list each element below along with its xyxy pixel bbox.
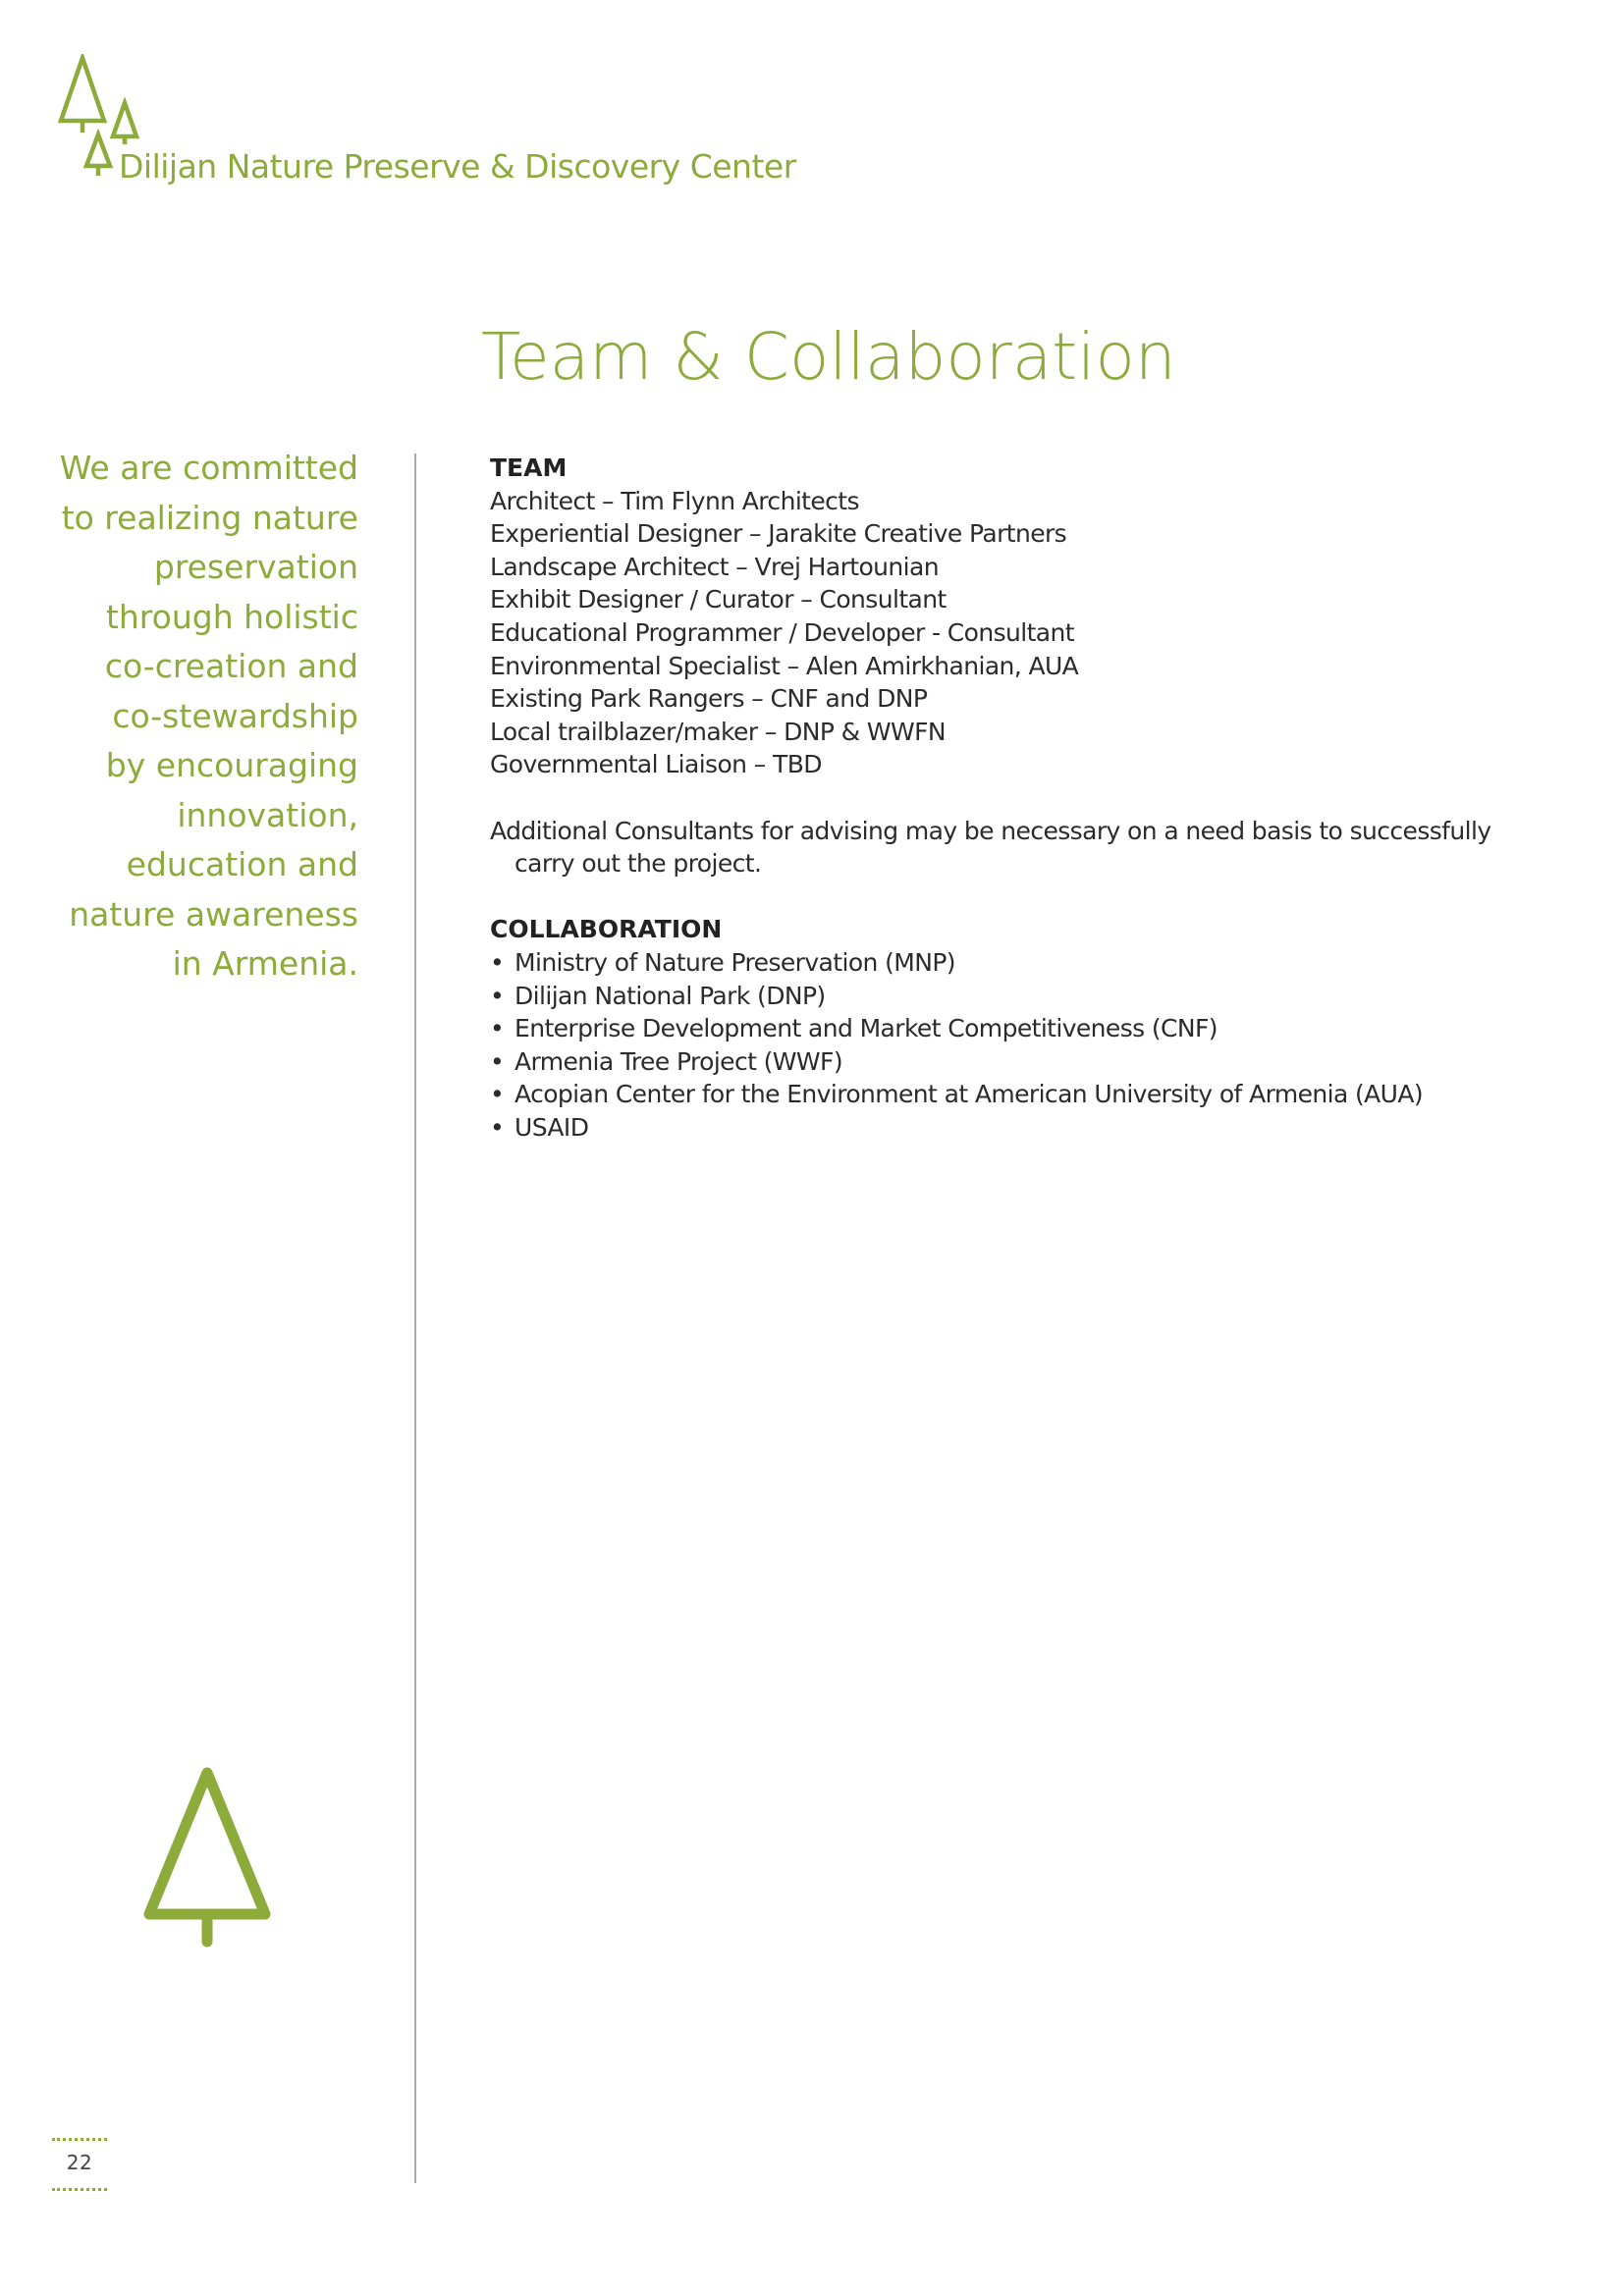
mission-line: co-stewardship — [112, 696, 358, 735]
list-item — [490, 1045, 1531, 1079]
list-item — [490, 1111, 1531, 1145]
team-member: Exhibit Designer / Curator – Consultant — [490, 585, 947, 614]
mission-line: by encouraging — [105, 746, 358, 784]
bullet-icon: • — [490, 981, 505, 1010]
mission-line: nature awareness — [69, 894, 358, 934]
list-item — [490, 980, 1531, 1013]
mission-line: We are committed — [59, 449, 358, 487]
mission-statement — [39, 444, 358, 989]
bullet-icon: • — [490, 1080, 505, 1109]
mission-line: preservation — [153, 548, 358, 586]
collaborator-name: Acopian Center for the Environment at American University of Armenia (AUA) — [514, 1080, 1424, 1109]
page-number: 22 — [66, 2151, 93, 2174]
organization-name: Dilijan Nature Preserve & Discovery Center — [119, 147, 796, 186]
bullet-icon: • — [490, 1046, 505, 1076]
collaboration-list — [490, 946, 1531, 1145]
team-member: Local trailblazer/maker – DNP & WWFN — [490, 717, 947, 746]
mission-line: through holistic — [105, 597, 358, 636]
collaboration-heading: COLLABORATION — [490, 915, 723, 944]
bullet-icon: • — [490, 947, 505, 977]
page-number-block — [52, 2138, 107, 2191]
collaborator-name: USAID — [514, 1112, 589, 1142]
consultants-note-line: carry out the project. — [514, 849, 762, 879]
mission-line: in Armenia. — [172, 944, 358, 983]
team-heading: TEAM — [490, 454, 568, 482]
collaborator-name: Ministry of Nature Preservation (MNP) — [514, 947, 955, 977]
collaborator-name: Dilijan National Park (DNP) — [514, 981, 826, 1010]
team-member: Environmental Specialist – Alen Amirkhanian, AUA — [490, 651, 1079, 680]
list-item — [490, 946, 1531, 980]
team-member: Landscape Architect – Vrej Hartounian — [490, 552, 939, 581]
team-member: Governmental Liaison – TBD — [490, 750, 822, 779]
page-title: Team & Collaboration — [481, 319, 1176, 395]
team-member: Educational Programmer / Developer - Consultant — [490, 617, 1074, 647]
mission-line: education and — [126, 845, 358, 883]
dotted-rule — [52, 2138, 107, 2141]
mission-line: to realizing nature — [61, 498, 358, 537]
list-item — [490, 1078, 1531, 1111]
mission-line: innovation, — [177, 795, 358, 834]
collaborator-name: Armenia Tree Project (WWF) — [514, 1046, 842, 1076]
main-content — [490, 452, 1531, 1144]
team-member: Experiential Designer – Jarakite Creative Partners — [490, 519, 1067, 549]
tree-icon — [137, 1765, 275, 1961]
dotted-rule — [52, 2188, 107, 2191]
consultants-note — [490, 815, 1531, 881]
team-member: Architect – Tim Flynn Architects — [490, 486, 859, 515]
collaborator-name: Enterprise Development and Market Competitiveness (CNF) — [514, 1014, 1218, 1043]
bullet-icon: • — [490, 1014, 505, 1043]
consultants-note-line: Additional Consultants for advising may be necessary on a need basis to successfully — [490, 816, 1491, 845]
team-member: Existing Park Rangers – CNF and DNP — [490, 684, 928, 714]
vertical-divider — [414, 454, 416, 2183]
mission-line: co-creation and — [104, 647, 358, 685]
list-item — [490, 1012, 1531, 1045]
bullet-icon: • — [490, 1112, 505, 1142]
